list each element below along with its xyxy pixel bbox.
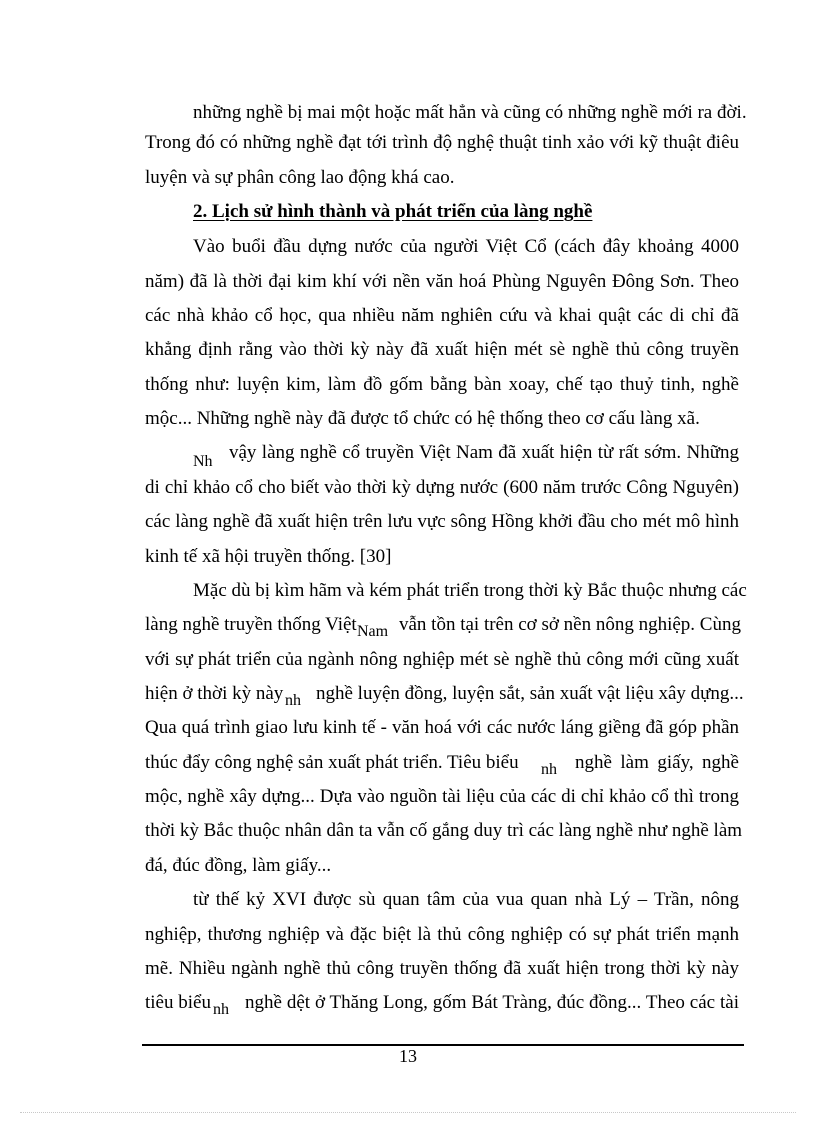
text-line: nghề luyện đồng, luyện sắt, sản xuất vật liệu xây dựng... [316, 683, 744, 704]
text-line [541, 751, 557, 776]
text-line: nghề dệt ở Thăng Long, gốm Bát Tràng, đúc đồng... Theo các tài [245, 992, 739, 1013]
text-line: nghề làm giấy, nghề [575, 752, 739, 773]
text-fragment: Nh [193, 453, 213, 470]
text-line: kinh tế xã hội truyền thống. [30] [145, 546, 392, 567]
text-line: di chỉ khảo cổ cho biết vào thời kỳ dựng nước (600 năm trước Công Nguyên) [145, 477, 739, 498]
text-line: khẳng định rằng vào thời kỳ này đã xuất hiện mét sè nghề thủ công truyền [145, 339, 739, 360]
text-line: thống như: luyện kim, làm đồ gốm bằng bàn xoay, chế tạo thuỷ tinh, nghề [145, 374, 739, 395]
text-line: mộc, nghề xây dựng... Dựa vào nguồn tài liệu của các di chỉ khảo cổ thì trong [145, 786, 739, 807]
text-line: từ thế kỷ XVI được sù quan tâm của vua quan nhà Lý – Trần, nông [193, 889, 739, 910]
text-line: hiện ở thời kỳ này [145, 683, 284, 704]
text-fragment: nh [541, 761, 557, 778]
text-line: luyện và sự phân công lao động khá cao. [145, 167, 455, 188]
text-line: các làng nghề đã xuất hiện trên lưu vực sông Hồng khởi đầu cho mét mô hình [145, 511, 739, 532]
section-heading: 2. Lịch sử hình thành và phát triển của làng nghề [193, 201, 593, 222]
page-edge-divider [20, 1112, 796, 1113]
text-line: vẫn tồn tại trên cơ sở nền nông nghiệp. Cùng [399, 614, 741, 635]
text-line: làng nghề truyền thống Việt [145, 614, 357, 635]
text-line [357, 613, 388, 638]
text-line: tiêu biểu [145, 992, 211, 1013]
text-line: vậy làng nghề cổ truyền Việt Nam đã xuất hiện từ rất sớm. Những [229, 442, 739, 463]
text-line [213, 991, 229, 1016]
text-line: với sự phát triển của ngành nông nghiệp mét sè nghề thủ công mới cũng xuất [145, 649, 739, 670]
text-line: mẽ. Nhiều ngành nghề thủ công truyền thống đã xuất hiện trong thời kỳ này [145, 958, 739, 979]
text-line: thúc đẩy công nghệ sản xuất phát triển. Tiêu biểu [145, 752, 519, 773]
text-line [193, 443, 213, 468]
text-line: đá, đúc đồng, làm giấy... [145, 855, 332, 876]
text-line: Vào buổi đầu dựng nước của người Việt Cổ (cách đây khoảng 4000 [193, 236, 739, 257]
text-fragment: nh [285, 692, 301, 709]
text-line: những nghề bị mai một hoặc mất hẳn và cũng có những nghề mới ra đời. [193, 102, 747, 123]
text-line: Mặc dù bị kìm hãm và kém phát triển trong thời kỳ Bắc thuộc nhưng các [193, 580, 747, 601]
text-line: mộc... Những nghề này đã được tổ chức có hệ thống theo cơ cấu làng xã. [145, 408, 700, 429]
text-line: năm) đã là thời đại kim khí với nền văn hoá Phùng Nguyên Đông Sơn. Theo [145, 271, 739, 292]
text-line: Trong đó có những nghề đạt tới trình độ nghệ thuật tinh xảo với kỹ thuật điêu [145, 132, 739, 153]
text-fragment: nh [213, 1001, 229, 1018]
text-line [285, 682, 301, 707]
page-number: 13 [399, 1046, 417, 1066]
text-line: Qua quá trình giao lưu kinh tế - văn hoá với các nước láng giềng đã góp phần [145, 717, 739, 738]
text-line: nghiệp, thương nghiệp và đặc biệt là thủ công nghiệp có sự phát triển mạnh [145, 924, 739, 945]
text-fragment: Nam [357, 623, 389, 640]
text-line: thời kỳ Bắc thuộc nhân dân ta vẫn cố gắng duy trì các làng nghề như nghề làm [145, 820, 743, 841]
text-line: các nhà khảo cổ học, qua nhiều năm nghiên cứu và khai quật các di chỉ đã [145, 305, 739, 326]
